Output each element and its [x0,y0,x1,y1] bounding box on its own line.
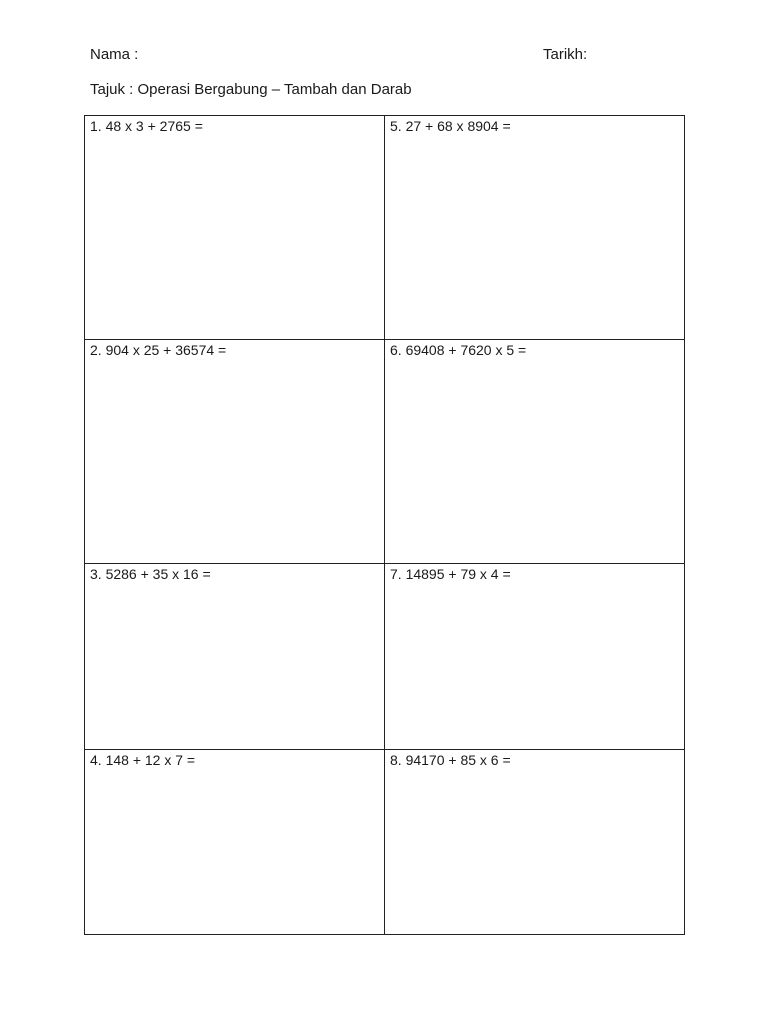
question-cell-5 [385,116,684,340]
question-cell-1 [85,116,385,340]
question-cell-4 [85,750,385,934]
question-4: 4. 148 + 12 x 7 = [90,752,196,768]
question-cell-7 [385,564,684,750]
question-1: 1. 48 x 3 + 2765 = [90,118,203,134]
question-8: 8. 94170 + 85 x 6 = [390,752,511,768]
question-3: 3. 5286 + 35 x 16 = [90,566,211,582]
question-cell-2 [85,340,385,564]
worksheet-title: Tajuk : Operasi Bergabung – Tambah dan Darab [90,81,412,98]
name-label: Nama : [90,46,139,63]
question-cell-8 [385,750,684,934]
question-2: 2. 904 x 25 + 36574 = [90,342,227,358]
question-6: 6. 69408 + 7620 x 5 = [390,342,527,358]
question-7: 7. 14895 + 79 x 4 = [390,566,511,582]
question-cell-6 [385,340,684,564]
date-label: Tarikh: [543,46,588,63]
question-cell-3 [85,564,385,750]
question-table [84,115,685,935]
question-5: 5. 27 + 68 x 8904 = [390,118,511,134]
